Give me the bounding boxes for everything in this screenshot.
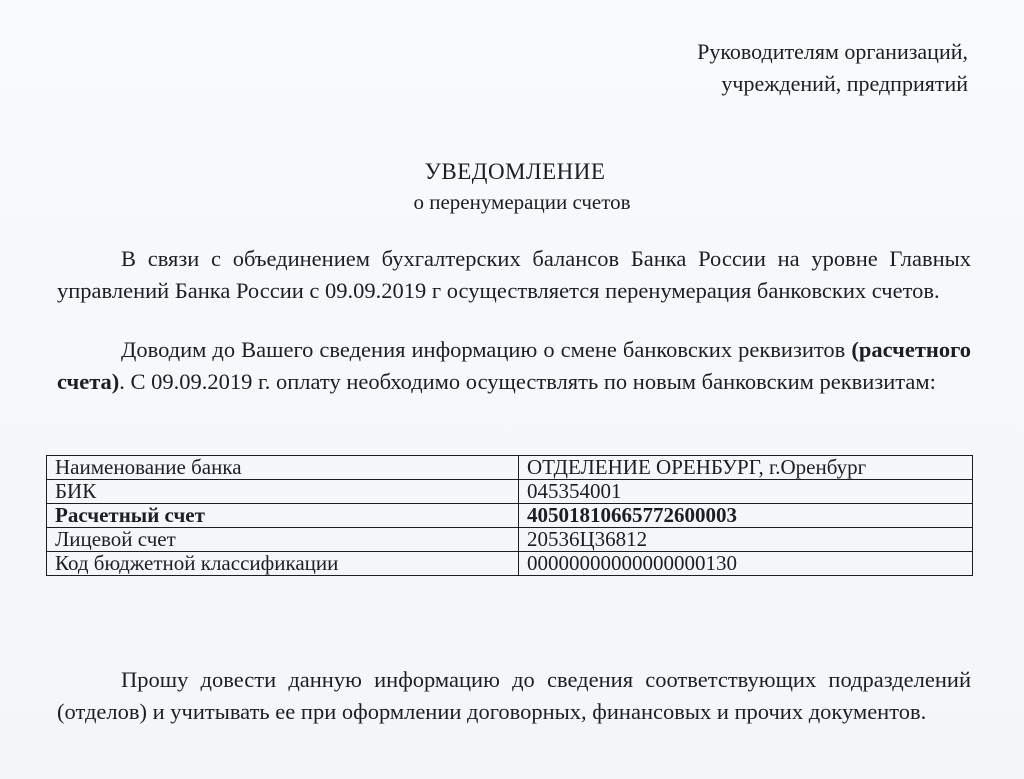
row-value: 20536Ц36812 — [519, 528, 973, 552]
row-value: 40501810665772600003 — [519, 504, 973, 528]
table-row — [47, 528, 973, 552]
paragraph-text: . С 09.09.2019 г. оплату необходимо осуществлять по новым банковским реквизитам: — [119, 369, 936, 394]
document-subtitle: о перенумерации счетов — [413, 190, 631, 214]
row-label: Расчетный счет — [47, 504, 519, 528]
table-row — [47, 456, 973, 480]
paragraph-text: Прошу довести данную информацию до сведения соответствующих подразделений (отделов) и учитывать ее при оформлении договорных, финансовых и прочих документов. — [57, 667, 971, 724]
addressee-line: учреждений, предприятий — [721, 71, 968, 96]
paragraph-request — [57, 664, 971, 728]
document-title: УВЕДОМЛЕНИЕ — [424, 159, 606, 184]
table-row — [47, 552, 973, 576]
row-value: 00000000000000000130 — [519, 552, 973, 576]
paragraph-merger-notice — [57, 243, 971, 307]
row-label: Код бюджетной классификации — [47, 552, 519, 576]
addressee-block — [697, 36, 968, 100]
open-paren: ( — [851, 337, 859, 362]
row-label: Наименование банка — [47, 456, 519, 480]
row-label: БИК — [47, 480, 519, 504]
paragraph-text: Доводим до Вашего сведения информацию о смене банковских реквизитов — [121, 337, 852, 362]
bold-term: расчетного счета — [57, 337, 971, 394]
table-row — [47, 480, 973, 504]
document-heading — [0, 157, 1024, 217]
row-value: 045354001 — [519, 480, 973, 504]
table-row — [47, 504, 973, 528]
paragraph-text: В связи с объединением бухгалтерских балансов Банка России на уровне Главных управлений Банка России с 09.09.2019 г осуществляется перенумерация банковских счетов. — [57, 246, 971, 303]
paragraph-requisites-intro — [57, 334, 971, 398]
requisites-table — [46, 455, 973, 576]
close-paren: ) — [111, 369, 120, 394]
row-label: Лицевой счет — [47, 528, 519, 552]
row-value: ОТДЕЛЕНИЕ ОРЕНБУРГ, г.Оренбург — [519, 456, 973, 480]
addressee-line: Руководителям организаций, — [697, 39, 968, 64]
